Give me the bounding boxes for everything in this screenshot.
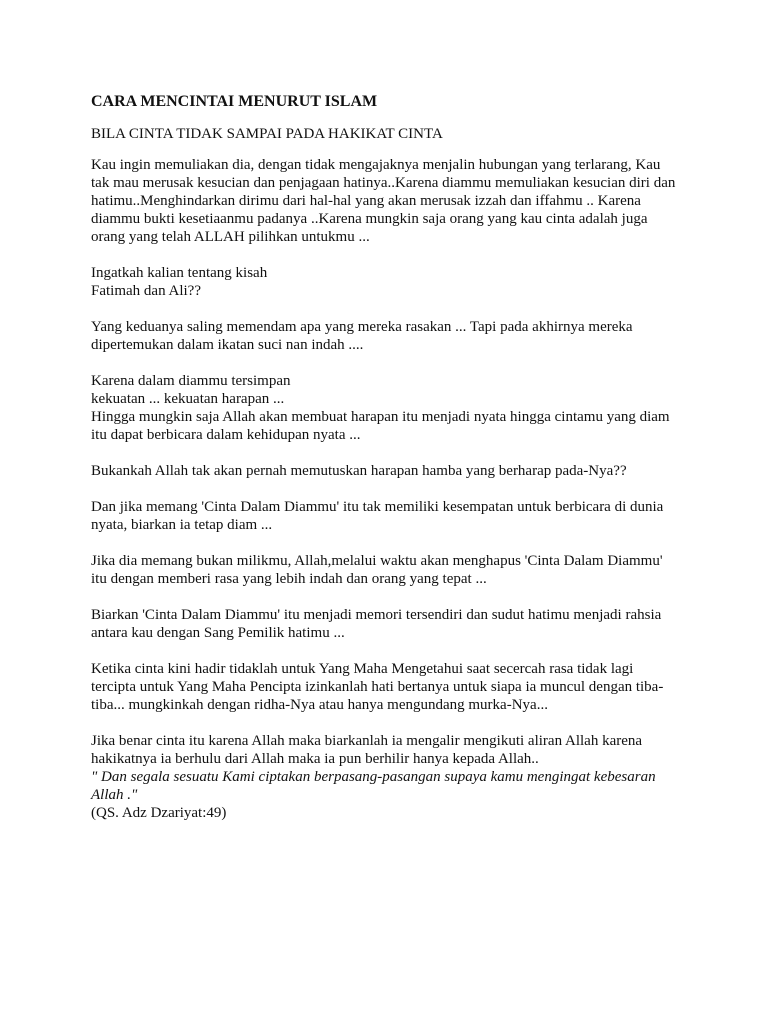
paragraph-line: Yang keduanya saling memendam apa yang mereka rasakan ... Tapi pada akhirnya mereka [91,319,633,335]
paragraph-line: tak mau merusak kesucian dan penjagaan hatinya..Karena diammu memuliakan kesucian diri dan [91,175,676,191]
paragraph-line: hatimu..Menghindarkan dirimu dari hal-hal yang akan merusak izzah dan iffahmu .. Karena [91,193,641,209]
document-title: CARA MENCINTAI MENURUT ISLAM [91,93,378,110]
paragraph-line: Jika benar cinta itu karena Allah maka biarkanlah ia mengalir mengikuti aliran Allah karena [91,733,643,749]
paragraph-line: Ingatkah kalian tentang kisah [91,265,268,281]
paragraph [91,318,691,354]
paragraph [91,552,691,588]
quote-reference: (QS. Adz Dzariyat:49) [91,805,227,821]
document-subtitle: BILA CINTA TIDAK SAMPAI PADA HAKIKAT CINTA [91,126,443,142]
paragraph-line: Bukankah Allah tak akan pernah memutuskan harapan hamba yang berharap pada-Nya?? [91,463,627,479]
paragraph-line: antara kau dengan Sang Pemilik hatimu ... [91,625,345,641]
paragraph-line: Karena dalam diammu tersimpan [91,373,291,389]
paragraph-line: hakikatnya ia berhulu dari Allah maka ia pun berhilir hanya kepada Allah.. [91,751,539,767]
paragraph [91,156,691,246]
document-page [91,92,691,840]
paragraph [91,264,691,300]
paragraph [91,372,691,444]
paragraph-line: dipertemukan dalam ikatan suci nan indah .... [91,337,364,353]
paragraph-line: Ketika cinta kini hadir tidaklah untuk Yang Maha Mengetahui saat secercah rasa tidak lagi [91,661,634,677]
paragraph [91,606,691,642]
quran-quote-line: Allah ." [91,787,138,803]
paragraph-line: diammu bukti kesetiaanmu padanya ..Karena mungkin saja orang yang kau cinta adalah juga [91,211,648,227]
paragraph [91,660,691,714]
paragraph-line: Jika dia memang bukan milikmu, Allah,melalui waktu akan menghapus 'Cinta Dalam Diammu' [91,553,663,569]
paragraph-line: Dan jika memang 'Cinta Dalam Diammu' itu tak memiliki kesempatan untuk berbicara di dunia [91,499,664,515]
paragraph-line: itu dengan memberi rasa yang lebih indah dan orang yang tepat ... [91,571,487,587]
paragraph-line: kekuatan ... kekuatan harapan ... [91,391,285,407]
paragraph [91,498,691,534]
paragraph-line: Kau ingin memuliakan dia, dengan tidak mengajaknya menjalin hubungan yang terlarang, Kau [91,157,661,173]
closing-paragraph [91,732,691,822]
paragraph-line: itu dapat berbicara dalam kehidupan nyata ... [91,427,361,443]
paragraph-line: orang yang telah ALLAH pilihkan untukmu ... [91,229,370,245]
paragraph [91,462,691,480]
paragraph-line: nyata, biarkan ia tetap diam ... [91,517,273,533]
paragraph-line: tercipta untuk Yang Maha Pencipta izinkanlah hati bertanya untuk siapa ia muncul dengan tiba- [91,679,664,695]
paragraph-line: Fatimah dan Ali?? [91,283,201,299]
paragraph-line: Hingga mungkin saja Allah akan membuat harapan itu menjadi nyata hingga cintamu yang diam [91,409,670,425]
paragraph-line: tiba... mungkinkah dengan ridha-Nya atau hanya mengundang murka-Nya... [91,697,548,713]
quran-quote-line: " Dan segala sesuatu Kami ciptakan berpasang-pasangan supaya kamu mengingat kebesaran [91,769,656,785]
paragraph-line: Biarkan 'Cinta Dalam Diammu' itu menjadi memori tersendiri dan sudut hatimu menjadi rahsia [91,607,662,623]
